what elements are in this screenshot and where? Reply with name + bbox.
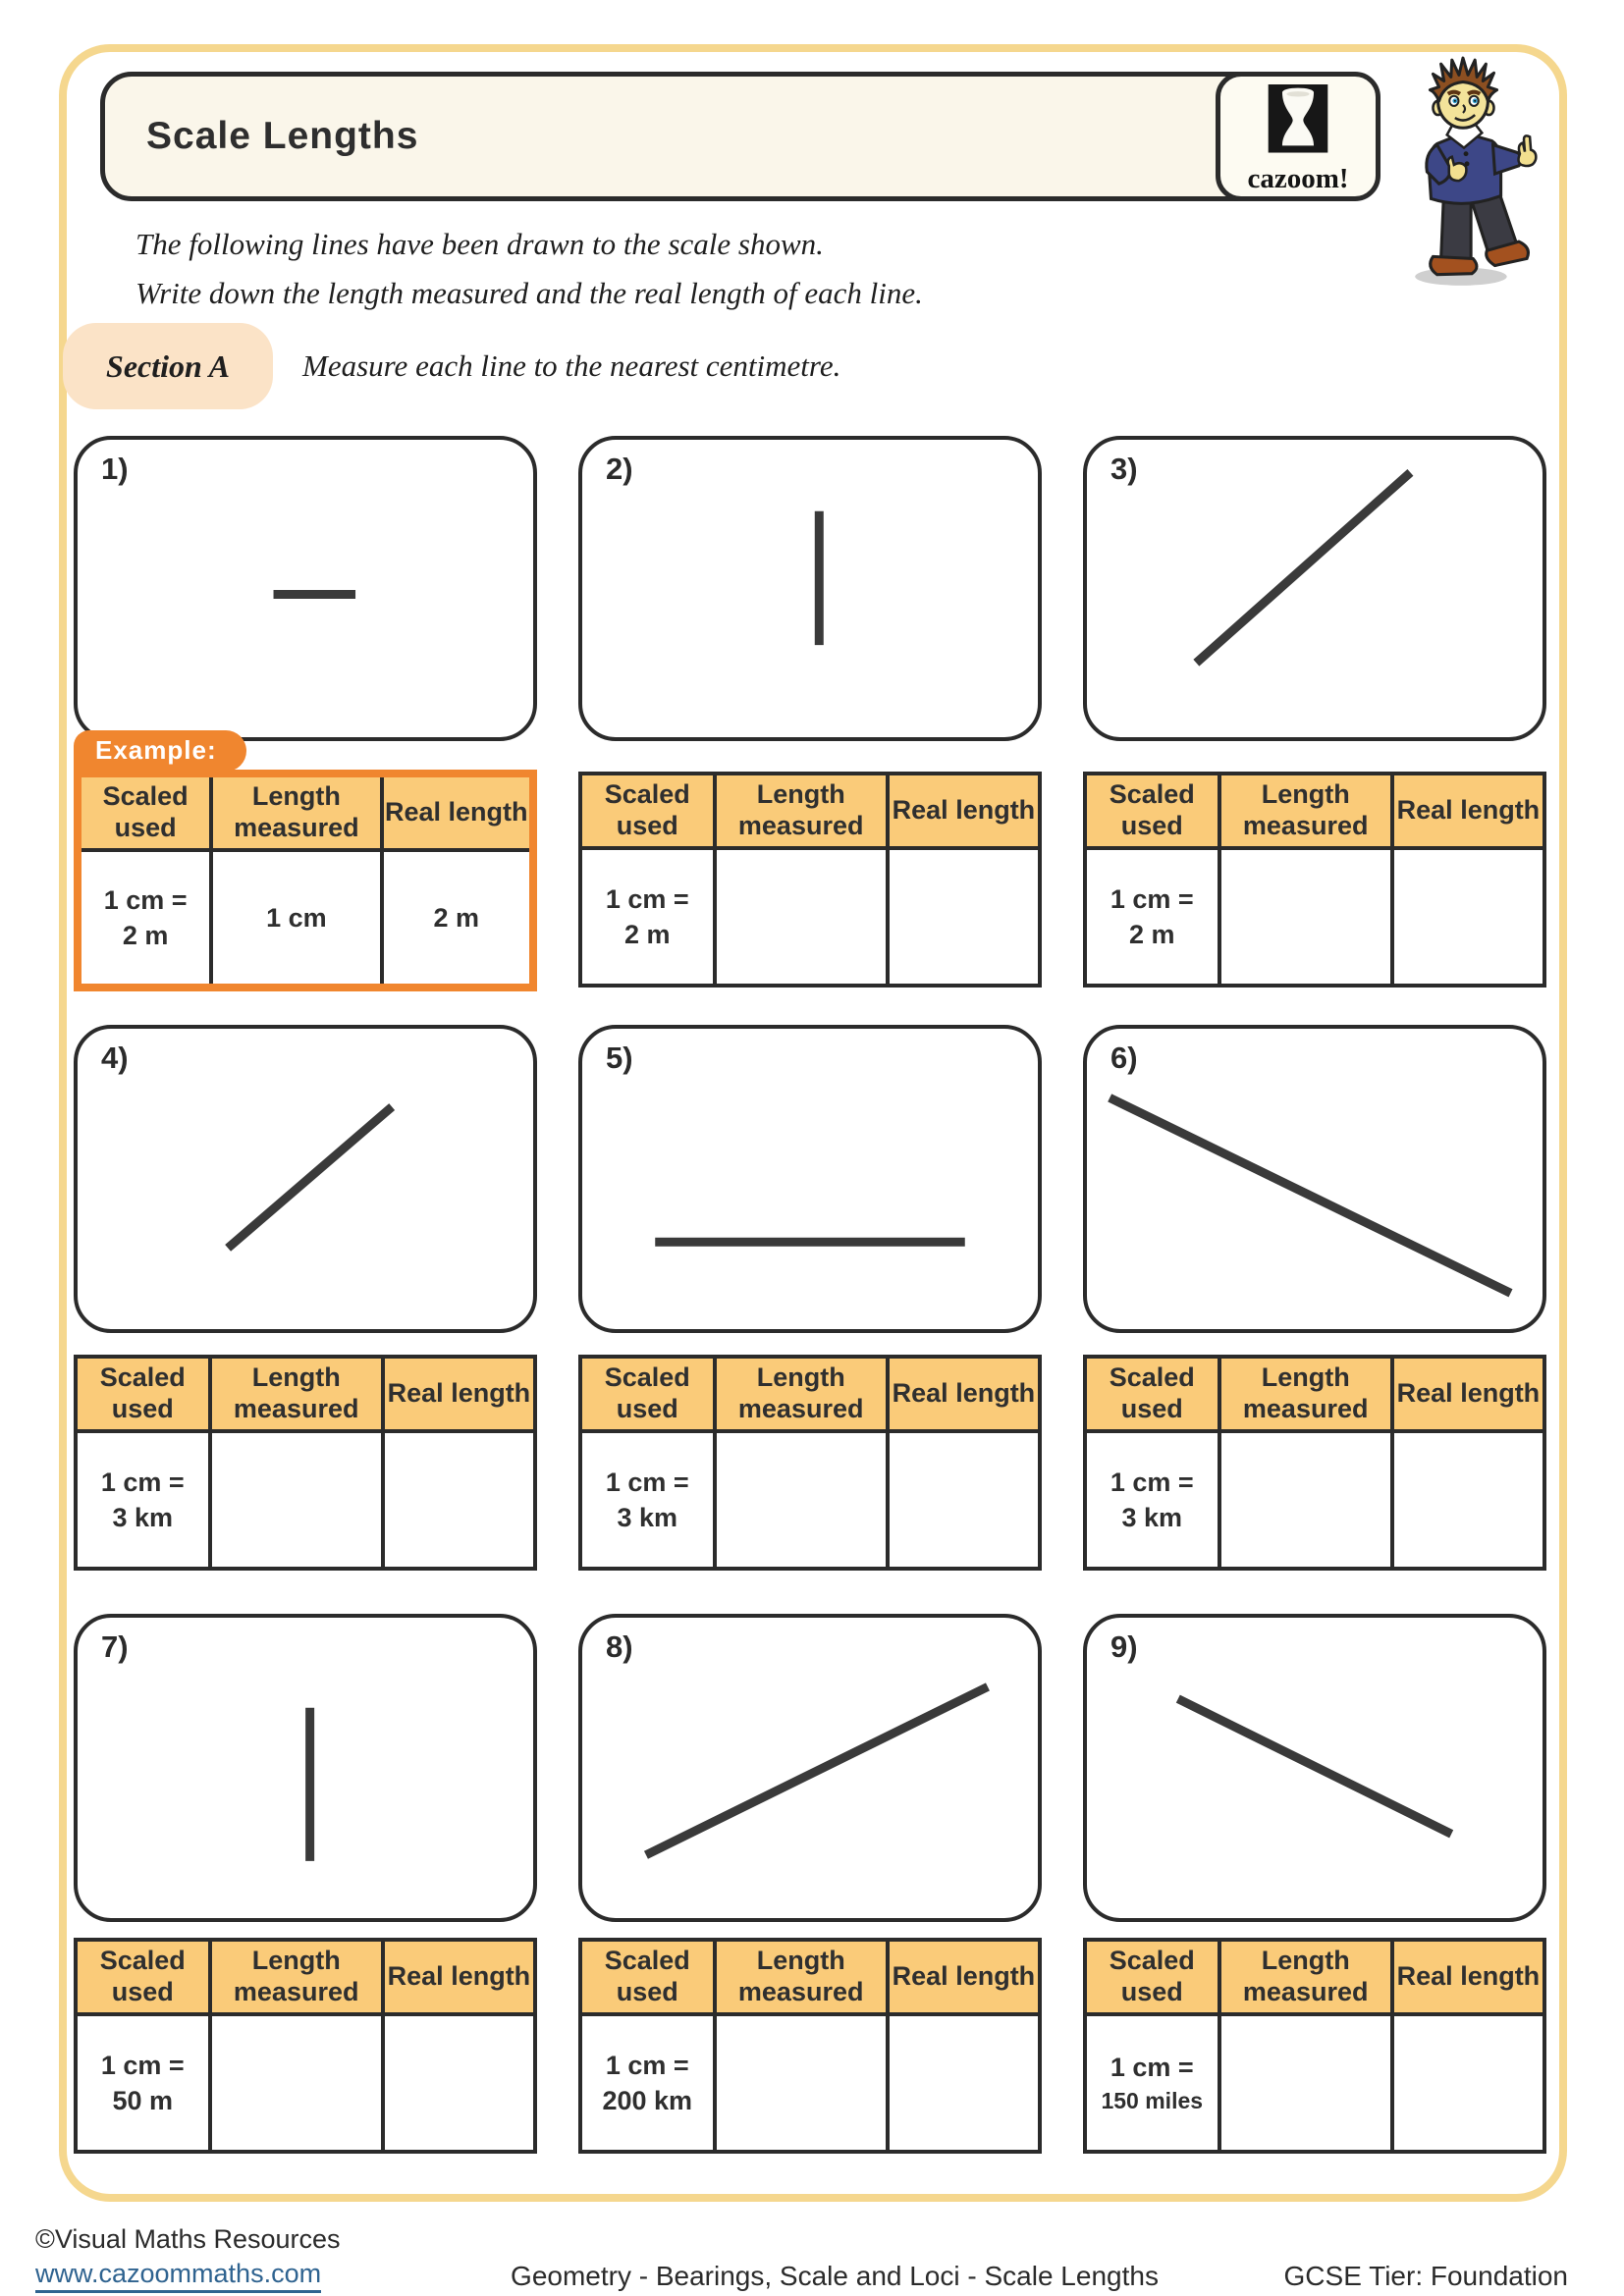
example-badge: [74, 730, 246, 772]
tier-label: GCSE Tier: Foundation: [1283, 2261, 1568, 2291]
length-measured-cell: [1219, 848, 1392, 984]
question-7-box: [74, 1614, 537, 1922]
question-2-number: 2): [606, 452, 633, 486]
real-length-cell: [1392, 848, 1543, 984]
question-5-line: [582, 1029, 1038, 1329]
question-3-line: [1087, 440, 1543, 737]
header-length-measured: Length measured: [211, 777, 381, 850]
section-a-label: Section A: [106, 348, 230, 384]
question-6-answer-table: [1083, 1355, 1546, 1571]
header-length-measured: Length measured: [715, 1359, 888, 1431]
header-real-length: Real length: [1392, 1359, 1543, 1431]
real-length-cell: [888, 2014, 1038, 2150]
header-scaled-used: Scaled used: [81, 777, 211, 850]
header-length-measured: Length measured: [715, 1942, 888, 2014]
question-4-line: [78, 1029, 533, 1329]
question-7-line: [78, 1618, 533, 1918]
question-8-number: 8): [606, 1629, 633, 1664]
question-6-line: [1087, 1029, 1543, 1329]
header-length-measured: Length measured: [1219, 1359, 1392, 1431]
logo-wordmark: cazoom!: [1247, 163, 1349, 194]
question-6-number: 6): [1110, 1041, 1138, 1075]
question-3-answer-table: [1083, 772, 1546, 988]
scale-used-cell: 1 cm = 3 km: [78, 1431, 210, 1567]
question-9-box: [1083, 1614, 1546, 1922]
header-scaled-used: Scaled used: [582, 775, 715, 848]
scale-used-cell: 1 cm = 3 km: [1087, 1431, 1219, 1567]
header-scaled-used: Scaled used: [582, 1942, 715, 2014]
question-7-number: 7): [101, 1629, 129, 1664]
header-length-measured: Length measured: [1219, 775, 1392, 848]
website-link[interactable]: www.cazoommaths.com: [35, 2259, 321, 2293]
header-scaled-used: Scaled used: [1087, 775, 1219, 848]
question-1-answer-table: [74, 770, 537, 991]
header-real-length: Real length: [888, 775, 1038, 848]
question-4-number: 4): [101, 1041, 129, 1075]
topic-breadcrumb: Geometry - Bearings, Scale and Loci - Scale Lengths: [511, 2261, 1159, 2291]
cazoom-logo: [1216, 72, 1380, 201]
question-7-answer-table: [74, 1938, 537, 2154]
real-length-cell: [888, 1431, 1038, 1567]
copyright-text: ©Visual Maths Resources: [35, 2224, 341, 2254]
header-length-measured: Length measured: [1219, 1942, 1392, 2014]
scale-used-cell: 1 cm = 3 km: [582, 1431, 715, 1567]
question-2-line: [582, 440, 1038, 737]
worksheet-instructions: [135, 220, 923, 318]
header-real-length: Real length: [1392, 775, 1543, 848]
header-real-length: Real length: [383, 1359, 533, 1431]
question-2-box: [578, 436, 1042, 741]
scale-used-cell: 1 cm = 2 m: [1087, 848, 1219, 984]
real-length-cell: [1392, 1431, 1543, 1567]
scale-used-cell: 1 cm = 2 m: [582, 848, 715, 984]
header-scaled-used: Scaled used: [1087, 1359, 1219, 1431]
length-measured-cell: [715, 2014, 888, 2150]
length-measured-cell: [210, 2014, 383, 2150]
question-3-number: 3): [1110, 452, 1138, 486]
question-5-box: [578, 1025, 1042, 1333]
question-5-number: 5): [606, 1041, 633, 1075]
question-1-line: [78, 440, 533, 737]
real-length-cell: [888, 848, 1038, 984]
hourglass-icon: [1263, 84, 1333, 165]
question-2-answer-table: [578, 772, 1042, 988]
length-measured-cell: [210, 1431, 383, 1567]
header-real-length: Real length: [1392, 1942, 1543, 2014]
length-measured-cell: 1 cm: [211, 850, 381, 984]
section-a-badge: [63, 323, 273, 409]
question-9-line: [1087, 1618, 1543, 1918]
question-9-answer-table: [1083, 1938, 1546, 2154]
header-length-measured: Length measured: [210, 1942, 383, 2014]
question-4-answer-table: [74, 1355, 537, 1571]
question-6-box: [1083, 1025, 1546, 1333]
header-length-measured: Length measured: [210, 1359, 383, 1431]
question-8-line: [582, 1618, 1038, 1918]
real-length-cell: [1392, 2014, 1543, 2150]
header-real-length: Real length: [382, 777, 530, 850]
header-real-length: Real length: [888, 1359, 1038, 1431]
real-length-cell: [383, 1431, 533, 1567]
question-8-answer-table: [578, 1938, 1042, 2154]
real-length-cell: 2 m: [433, 902, 480, 933]
section-a-instruction: Measure each line to the nearest centimetre.: [302, 348, 841, 383]
header-real-length: Real length: [383, 1942, 533, 2014]
question-8-box: [578, 1614, 1042, 1922]
question-1-number: 1): [101, 452, 129, 486]
header-real-length: Real length: [888, 1942, 1038, 2014]
title-box: [100, 72, 1380, 201]
question-9-number: 9): [1110, 1629, 1138, 1664]
instruction-line-1: The following lines have been drawn to the scale shown.: [135, 227, 824, 261]
length-measured-cell: [1219, 1431, 1392, 1567]
length-measured-cell: [1219, 2014, 1392, 2150]
header-length-measured: Length measured: [715, 775, 888, 848]
question-4-box: [74, 1025, 537, 1333]
mascot-character: [1386, 53, 1542, 293]
question-5-answer-table: [578, 1355, 1042, 1571]
page-title: Scale Lengths: [146, 115, 419, 157]
length-measured-cell: [715, 1431, 888, 1567]
scale-used-cell: 1 cm = 200 km: [582, 2014, 715, 2150]
question-3-box: [1083, 436, 1546, 741]
example-badge-label: Example:: [95, 735, 217, 765]
header-scaled-used: Scaled used: [78, 1942, 210, 2014]
header-scaled-used: Scaled used: [1087, 1942, 1219, 2014]
scale-used-cell: 1 cm = 150 miles: [1087, 2014, 1219, 2150]
scale-used-cell: 1 cm = 50 m: [78, 2014, 210, 2150]
length-measured-cell: [715, 848, 888, 984]
real-length-cell: [383, 2014, 533, 2150]
question-1-box: [74, 436, 537, 741]
header-scaled-used: Scaled used: [78, 1359, 210, 1431]
scale-used-cell: 1 cm = 2 m: [81, 850, 211, 984]
instruction-line-2: Write down the length measured and the real length of each line.: [135, 276, 923, 310]
header-scaled-used: Scaled used: [582, 1359, 715, 1431]
